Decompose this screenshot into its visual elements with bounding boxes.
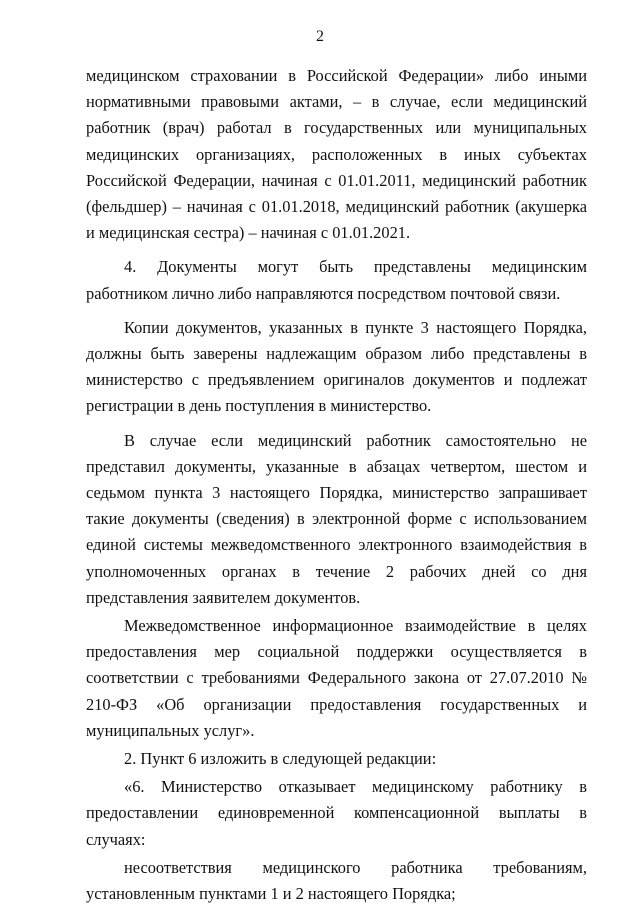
- paragraph-refusal-reason: несоответствия медицинского работника требованиям, установленным пунктами 1 и 2 настоящего Порядка;: [86, 857, 587, 904]
- document-body: [86, 63, 587, 907]
- paragraph-item-6-refusal: «6. Министерство отказывает медицинскому работнику в предоставлении единовременной компенсационной выплаты в случаях:: [86, 777, 587, 849]
- paragraph-document-copies: Копии документов, указанных в пункте 3 настоящего Порядка, должны быть заверены надлежащим образом либо представлены в министерство с предъявлением оригиналов документов и подлежат регистрации в день поступления в министерство.: [86, 317, 587, 416]
- paragraph-item-4: 4. Документы могут быть представлены медицинским работником лично либо направляются посредством почтовой связи.: [86, 257, 587, 303]
- page-number: 2: [316, 28, 324, 45]
- paragraph-interagency-interaction: Межведомственное информационное взаимодействие в целях предоставления мер социальной поддержки осуществляется в соответствии с требованиями Федерального закона от 27.07.2010 № 210-ФЗ «Об организации предоставления государственных и муниципальных услуг».: [86, 616, 587, 740]
- paragraph-document-request: В случае если медицинский работник самостоятельно не представил документы, указанные в абзацах четвертом, шестом и седьмом пункта 3 настоящего Порядка, министерство запрашивает такие документы (сведения) в электронной форме с использованием единой системы межведомственного электронного взаимодействия в уполномоченных органах в течение 2 рабочих дней со дня представления заявителем документов.: [86, 430, 587, 607]
- paragraph-amendment-item-2: 2. Пункт 6 изложить в следующей редакции:: [124, 749, 437, 769]
- paragraph-continuation: медицинском страховании в Российской Федерации» либо иными нормативными правовыми актами, – в случае, если медицинский работник (врач) работал в государственных или муниципальных медицинских организациях, расположенных в иных субъектах Российской Федерации, начиная с 01.01.2011, медицинский работник (фельдшер) – начиная с 01.01.2018, медицинский работник (акушерка и медицинская сестра) – начиная с 01.01.2021.: [86, 66, 587, 243]
